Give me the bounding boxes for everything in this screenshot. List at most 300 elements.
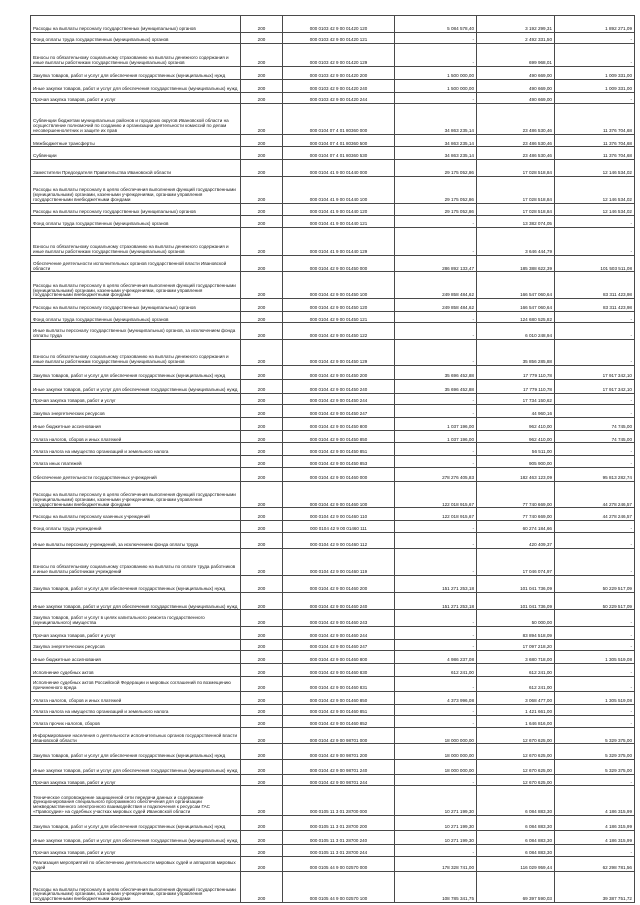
table-row [31, 627, 635, 640]
budget-classification-code-cell: 000 0104 42 9 00 01460 850 [283, 692, 395, 705]
executed-amount-cell: 116 029 959,44 [477, 856, 555, 871]
executed-amount-cell: 17 028 518,84 [477, 203, 555, 216]
expense-name-cell: Техническое сопровождение защищенной сети передачи данных и содержание функционирования специального программного обеспечения для организации межведомственного электронного взаимодействия и подключения к ресурсам ГАС «Правосудие» на судебных участках мировых судей Ивановской области [31, 786, 241, 815]
approved-amount-cell: - [395, 549, 477, 576]
line-code-cell: 200 [241, 134, 283, 147]
line-code-cell: 200 [241, 676, 283, 691]
expense-name-cell: Обеспечение деятельности государственных учреждений [31, 467, 241, 481]
table-row [31, 521, 635, 532]
expense-name-cell: Фонд оплаты труда государственных (муниципальных) органов [31, 32, 241, 43]
executed-amount-cell: 6 084 883,30 [477, 815, 555, 830]
unexecuted-amount-cell: - [555, 340, 635, 366]
expense-name-cell: Прочая закупка товаров, работ и услуг [31, 627, 241, 640]
unexecuted-amount-cell: 44 278 246,57 [555, 508, 635, 521]
approved-amount-cell: - [395, 639, 477, 650]
expense-name-cell: Прочая закупка товаров, работ и услуг [31, 774, 241, 785]
unexecuted-amount-cell: - [555, 845, 635, 856]
table-row [31, 104, 635, 135]
budget-classification-code-cell: 000 0104 42 9 00 01460 240 [283, 592, 395, 610]
table-row [31, 692, 635, 705]
line-code-cell: 200 [241, 575, 283, 592]
unexecuted-amount-cell: - [555, 639, 635, 650]
expense-name-cell: Уплата иных платежей [31, 456, 241, 467]
expense-name-cell: Исполнение судебных актов [31, 663, 241, 676]
expense-name-cell: Взносы по обязательному социальному страхованию на выплаты денежного содержания и иные выплаты работникам государственных (муниципальных) органов [31, 227, 241, 255]
approved-amount-cell: - [395, 845, 477, 856]
table-row [31, 704, 635, 715]
approved-amount-cell: 178 328 741,00 [395, 856, 477, 871]
budget-classification-code-cell: 000 0104 41 9 00 01440 120 [283, 203, 395, 216]
line-code-cell: 200 [241, 67, 283, 80]
table-row [31, 759, 635, 774]
budget-classification-code-cell: 000 0104 42 9 00 01460 247 [283, 639, 395, 650]
table-row [31, 160, 635, 177]
executed-amount-cell: 6 084 883,30 [477, 831, 555, 845]
line-code-cell: 200 [241, 203, 283, 216]
budget-classification-code-cell: 000 0104 42 9 00 01450 000 [283, 255, 395, 272]
executed-amount-cell: 2 492 331,50 [477, 32, 555, 43]
unexecuted-amount-cell: 11 376 704,68 [555, 134, 635, 147]
expense-name-cell: Расходы на выплаты персоналу в целях обеспечения выполнения функций государственными (муниципальными) органами, казенными учреждениями, органами управления государственными внебюджетными фондами [31, 176, 241, 203]
line-code-cell: 200 [241, 216, 283, 227]
expense-name-cell: Прочая закупка товаров, работ и услуг [31, 845, 241, 856]
line-code-cell: 200 [241, 627, 283, 640]
table-row [31, 481, 635, 508]
executed-amount-cell: 12 670 625,00 [477, 744, 555, 759]
executed-amount-cell: 962 410,00 [477, 417, 555, 430]
expense-name-cell: Взносы по обязательному социальному страхованию на выплаты денежного содержания и иные выплаты работникам государственных (муниципальных) органов [31, 44, 241, 67]
table-row [31, 744, 635, 759]
executed-amount-cell: 17 779 110,78 [477, 379, 555, 393]
budget-classification-code-cell: 000 0104 41 9 00 01440 129 [283, 227, 395, 255]
unexecuted-amount-cell: 11 376 704,68 [555, 104, 635, 135]
line-code-cell: 200 [241, 592, 283, 610]
executed-amount-cell: 3 192 299,31 [477, 16, 555, 33]
line-code-cell: 200 [241, 272, 283, 299]
budget-classification-code-cell: 000 0104 07 4 01 80360 530 [283, 147, 395, 160]
unexecuted-amount-cell: 83 311 423,98 [555, 299, 635, 312]
line-code-cell: 200 [241, 32, 283, 43]
approved-amount-cell: - [395, 227, 477, 255]
budget-classification-code-cell: 000 0105 11 3 01 28700 200 [283, 815, 395, 830]
approved-amount-cell: - [395, 405, 477, 418]
budget-classification-code-cell: 000 0104 42 9 00 98701 244 [283, 774, 395, 785]
line-code-cell: 200 [241, 651, 283, 664]
expense-name-cell: Расходы на выплаты персоналу казенных учреждений [31, 508, 241, 521]
unexecuted-amount-cell: - [555, 663, 635, 676]
expense-name-cell: Закупка товаров, работ и услуг для обеспечения государственных (муниципальных) нужд [31, 815, 241, 830]
line-code-cell: 200 [241, 845, 283, 856]
executed-amount-cell: 962 410,00 [477, 430, 555, 443]
budget-classification-code-cell: 000 0104 42 9 00 01450 247 [283, 405, 395, 418]
approved-amount-cell: 1 500 000,00 [395, 67, 477, 80]
line-code-cell: 200 [241, 456, 283, 467]
executed-amount-cell: 1 421 661,00 [477, 704, 555, 715]
budget-classification-code-cell: 000 0104 41 9 00 01440 000 [283, 160, 395, 177]
table-row [31, 871, 635, 902]
expense-name-cell: Иные закупки товаров, работ и услуг для обеспечения государственных (муниципальных) нужд [31, 79, 241, 92]
expense-name-cell: Иные закупки товаров, работ и услуг для обеспечения государственных (муниципальных) нужд [31, 379, 241, 393]
budget-classification-code-cell: 000 0104 42 9 00 01450 240 [283, 379, 395, 393]
unexecuted-amount-cell: - [555, 716, 635, 727]
table-row [31, 774, 635, 785]
table-row [31, 663, 635, 676]
executed-amount-cell: 17 097 218,20 [477, 639, 555, 650]
executed-amount-cell: 23 486 530,46 [477, 147, 555, 160]
line-code-cell: 200 [241, 16, 283, 33]
unexecuted-amount-cell: - [555, 216, 635, 227]
budget-classification-code-cell: 000 0104 42 9 00 01460 000 [283, 467, 395, 481]
approved-amount-cell: - [395, 610, 477, 627]
expense-name-cell: Закупка энергетических ресурсов [31, 405, 241, 418]
executed-amount-cell: 6 084 883,30 [477, 786, 555, 815]
executed-amount-cell: 3 646 444,79 [477, 227, 555, 255]
line-code-cell: 200 [241, 663, 283, 676]
line-code-cell: 200 [241, 147, 283, 160]
budget-classification-code-cell: 000 0104 07 4 01 80360 500 [283, 134, 395, 147]
approved-amount-cell: 122 018 915,67 [395, 508, 477, 521]
budget-classification-code-cell: 000 0104 42 9 00 01460 830 [283, 663, 395, 676]
approved-amount-cell: 1 500 000,00 [395, 79, 477, 92]
executed-amount-cell: 17 779 110,78 [477, 365, 555, 379]
executed-amount-cell: 124 680 525,82 [477, 311, 555, 322]
budget-classification-code-cell: 000 0105 11 3 01 28700 244 [283, 845, 395, 856]
expense-name-cell: Расходы на выплаты персоналу государственных (муниципальных) органов [31, 16, 241, 33]
executed-amount-cell: 12 670 625,00 [477, 759, 555, 774]
approved-amount-cell: 4 986 237,08 [395, 651, 477, 664]
line-code-cell: 200 [241, 430, 283, 443]
budget-classification-code-cell: 000 0103 42 9 00 01420 129 [283, 44, 395, 67]
table-row [31, 443, 635, 456]
expense-name-cell: Взносы по обязательному социальному страхованию на выплаты по оплате труда работников и иные выплаты работникам учреждений [31, 549, 241, 576]
executed-amount-cell: 60 274 184,66 [477, 521, 555, 532]
executed-amount-cell: 13 382 074,05 [477, 216, 555, 227]
approved-amount-cell: 10 271 199,30 [395, 831, 477, 845]
approved-amount-cell: 29 175 052,86 [395, 176, 477, 203]
executed-amount-cell: 77 740 669,00 [477, 508, 555, 521]
approved-amount-cell: 1 037 196,00 [395, 430, 477, 443]
line-code-cell: 200 [241, 176, 283, 203]
budget-classification-code-cell: 000 0104 42 9 00 01460 110 [283, 508, 395, 521]
unexecuted-amount-cell: 95 813 282,74 [555, 467, 635, 481]
expense-name-cell: Уплата налогов, сборов и иных платежей [31, 430, 241, 443]
executed-amount-cell: 490 669,00 [477, 92, 555, 103]
table-row [31, 67, 635, 80]
unexecuted-amount-cell: 5 329 375,00 [555, 727, 635, 744]
table-row [31, 134, 635, 147]
expense-name-cell: Закупка энергетических ресурсов [31, 639, 241, 650]
expense-name-cell: Субвенции бюджетам муниципальных районов и городских округов Ивановской области на осуществление полномочий по созданию и организации деятельности комиссий по делам несовершеннолетних и защите их прав [31, 104, 241, 135]
table-row [31, 92, 635, 103]
unexecuted-amount-cell: 83 311 423,98 [555, 272, 635, 299]
approved-amount-cell: 18 000 000,00 [395, 744, 477, 759]
unexecuted-amount-cell: - [555, 610, 635, 627]
approved-amount-cell: 108 785 341,75 [395, 871, 477, 902]
executed-amount-cell: 101 041 736,09 [477, 592, 555, 610]
unexecuted-amount-cell: 50 229 517,09 [555, 592, 635, 610]
budget-classification-code-cell: 000 0104 42 9 00 98701 200 [283, 744, 395, 759]
budget-classification-code-cell: 000 0104 42 9 00 01460 244 [283, 627, 395, 640]
unexecuted-amount-cell: - [555, 456, 635, 467]
budget-classification-code-cell: 000 0103 42 9 00 01420 244 [283, 92, 395, 103]
executed-amount-cell: 420 409,37 [477, 532, 555, 549]
unexecuted-amount-cell: 101 503 511,08 [555, 255, 635, 272]
table-row [31, 417, 635, 430]
executed-amount-cell: 17 028 518,84 [477, 160, 555, 177]
executed-amount-cell: 3 680 718,00 [477, 651, 555, 664]
unexecuted-amount-cell: - [555, 549, 635, 576]
executed-amount-cell: 83 894 518,09 [477, 627, 555, 640]
table-row [31, 340, 635, 366]
executed-amount-cell: 23 486 530,46 [477, 104, 555, 135]
approved-amount-cell: 29 175 052,86 [395, 160, 477, 177]
line-code-cell: 200 [241, 831, 283, 845]
approved-amount-cell: - [395, 216, 477, 227]
table-row [31, 147, 635, 160]
line-code-cell: 200 [241, 365, 283, 379]
executed-amount-cell: 185 388 622,39 [477, 255, 555, 272]
unexecuted-amount-cell: - [555, 311, 635, 322]
table-row [31, 575, 635, 592]
approved-amount-cell: 10 271 199,30 [395, 815, 477, 830]
budget-classification-code-cell: 000 0104 42 9 00 01460 243 [283, 610, 395, 627]
line-code-cell: 200 [241, 393, 283, 404]
line-code-cell: 200 [241, 379, 283, 393]
approved-amount-cell: 4 373 996,08 [395, 692, 477, 705]
line-code-cell: 200 [241, 871, 283, 902]
line-code-cell: 200 [241, 443, 283, 456]
expense-name-cell: Закупка товаров, работ и услуг для обеспечения государственных (муниципальных) нужд [31, 575, 241, 592]
unexecuted-amount-cell: 12 146 534,02 [555, 176, 635, 203]
line-code-cell: 200 [241, 481, 283, 508]
line-code-cell: 200 [241, 786, 283, 815]
expense-name-cell: Реализация мероприятий по обеспечению деятельности мировых судей и аппаратов мировых судей [31, 856, 241, 871]
approved-amount-cell: 34 863 235,14 [395, 104, 477, 135]
executed-amount-cell: 1 646 816,00 [477, 716, 555, 727]
executed-amount-cell: 166 547 060,64 [477, 272, 555, 299]
unexecuted-amount-cell: 39 387 751,72 [555, 871, 635, 902]
expense-name-cell: Прочая закупка товаров, работ и услуг [31, 92, 241, 103]
approved-amount-cell: - [395, 456, 477, 467]
unexecuted-amount-cell: 5 329 375,00 [555, 744, 635, 759]
budget-classification-code-cell: 000 0104 42 9 00 01450 851 [283, 443, 395, 456]
approved-amount-cell: - [395, 443, 477, 456]
expense-name-cell: Фонд оплаты труда государственных (муниципальных) органов [31, 216, 241, 227]
budget-classification-code-cell: 000 0104 42 9 00 01450 244 [283, 393, 395, 404]
expense-name-cell: Исполнение судебных актов Российской Федерации и мировых соглашений по возмещению причиненного вреда [31, 676, 241, 691]
table-row [31, 176, 635, 203]
budget-classification-code-cell: 000 0104 42 9 00 01460 200 [283, 575, 395, 592]
expense-name-cell: Уплата прочих налогов, сборов [31, 716, 241, 727]
expense-name-cell: Закупка товаров, работ и услуг для обеспечения государственных (муниципальных) нужд [31, 67, 241, 80]
table-row [31, 456, 635, 467]
executed-amount-cell: 490 669,00 [477, 67, 555, 80]
expense-name-cell: Прочая закупка товаров, работ и услуг [31, 393, 241, 404]
table-row [31, 786, 635, 815]
line-code-cell: 200 [241, 311, 283, 322]
approved-amount-cell: 612 241,00 [395, 663, 477, 676]
expense-name-cell: Обеспечение деятельности исполнительных органов государственной власти Ивановской области [31, 255, 241, 272]
approved-amount-cell: 122 018 915,67 [395, 481, 477, 508]
budget-classification-code-cell: 000 0105 44 9 00 02570 100 [283, 871, 395, 902]
budget-classification-code-cell: 000 0104 42 9 00 01450 800 [283, 417, 395, 430]
table-row [31, 311, 635, 322]
budget-classification-code-cell: 000 0104 41 9 00 01440 121 [283, 216, 395, 227]
expense-name-cell: Уплата налога на имущество организаций и земельного налога [31, 704, 241, 715]
line-code-cell: 200 [241, 815, 283, 830]
table-row [31, 676, 635, 691]
approved-amount-cell: 34 863 235,14 [395, 134, 477, 147]
unexecuted-amount-cell: - [555, 92, 635, 103]
approved-amount-cell: - [395, 676, 477, 691]
approved-amount-cell: - [395, 532, 477, 549]
budget-classification-code-cell: 000 0103 42 9 00 01420 120 [283, 16, 395, 33]
executed-amount-cell: 12 670 625,00 [477, 774, 555, 785]
executed-amount-cell: 905 900,00 [477, 456, 555, 467]
unexecuted-amount-cell: - [555, 627, 635, 640]
approved-amount-cell: 278 276 405,83 [395, 467, 477, 481]
table-body [31, 16, 635, 903]
unexecuted-amount-cell: 50 229 517,09 [555, 575, 635, 592]
approved-amount-cell: - [395, 92, 477, 103]
executed-amount-cell: 6 010 248,94 [477, 323, 555, 340]
unexecuted-amount-cell: 4 186 315,99 [555, 831, 635, 845]
executed-amount-cell: 56 511,00 [477, 443, 555, 456]
approved-amount-cell: 151 271 253,18 [395, 592, 477, 610]
expense-name-cell: Взносы по обязательному социальному страхованию на выплаты денежного содержания и иные выплаты работникам государственных (муниципальных) органов [31, 340, 241, 366]
budget-classification-code-cell: 000 0104 42 9 00 01460 851 [283, 704, 395, 715]
line-code-cell: 200 [241, 692, 283, 705]
unexecuted-amount-cell: 12 146 534,02 [555, 160, 635, 177]
unexecuted-amount-cell: 17 917 342,10 [555, 365, 635, 379]
approved-amount-cell: - [395, 704, 477, 715]
budget-classification-code-cell: 000 0104 42 9 00 01450 129 [283, 340, 395, 366]
budget-classification-code-cell: 000 0105 11 3 01 28700 000 [283, 786, 395, 815]
approved-amount-cell: 18 000 000,00 [395, 759, 477, 774]
unexecuted-amount-cell: 1 305 519,08 [555, 692, 635, 705]
expense-name-cell: Уплата налогов, сборов и иных платежей [31, 692, 241, 705]
executed-amount-cell: 490 669,00 [477, 79, 555, 92]
line-code-cell: 200 [241, 323, 283, 340]
line-code-cell: 200 [241, 160, 283, 177]
unexecuted-amount-cell: - [555, 521, 635, 532]
line-code-cell: 200 [241, 44, 283, 67]
table-row [31, 651, 635, 664]
budget-classification-code-cell: 000 0104 42 9 00 01460 111 [283, 521, 395, 532]
budget-classification-code-cell: 000 0105 11 3 01 28700 240 [283, 831, 395, 845]
expense-name-cell: Иные закупки товаров, работ и услуг для обеспечения государственных (муниципальных) нужд [31, 592, 241, 610]
unexecuted-amount-cell: 1 305 519,08 [555, 651, 635, 664]
expense-name-cell: Расходы на выплаты персоналу в целях обеспечения выполнения функций государственными (муниципальными) органами, казенными учреждениями, органами управления государственными внебюджетными фондами [31, 871, 241, 902]
line-code-cell: 200 [241, 92, 283, 103]
expense-name-cell: Заместители Председателя Правительства Ивановской области [31, 160, 241, 177]
expense-name-cell: Закупка товаров, работ и услуг для обеспечения государственных (муниципальных) нужд [31, 365, 241, 379]
table-row [31, 272, 635, 299]
executed-amount-cell: 17 028 518,84 [477, 176, 555, 203]
table-row [31, 610, 635, 627]
line-code-cell: 200 [241, 532, 283, 549]
table-row [31, 592, 635, 610]
executed-amount-cell: 612 241,00 [477, 676, 555, 691]
unexecuted-amount-cell: - [555, 443, 635, 456]
executed-amount-cell: 182 463 123,09 [477, 467, 555, 481]
budget-classification-code-cell: 000 0104 07 4 01 80360 000 [283, 104, 395, 135]
unexecuted-amount-cell: 17 917 342,10 [555, 379, 635, 393]
budget-classification-code-cell: 000 0104 42 9 00 01460 800 [283, 651, 395, 664]
unexecuted-amount-cell: - [555, 32, 635, 43]
budget-classification-code-cell: 000 0103 42 9 00 01420 121 [283, 32, 395, 43]
executed-amount-cell: 101 041 736,09 [477, 575, 555, 592]
budget-classification-code-cell: 000 0104 42 9 00 01450 850 [283, 430, 395, 443]
table-row [31, 255, 635, 272]
unexecuted-amount-cell: 12 146 534,02 [555, 203, 635, 216]
executed-amount-cell: 12 670 625,00 [477, 727, 555, 744]
line-code-cell: 200 [241, 340, 283, 366]
table-row [31, 393, 635, 404]
executed-amount-cell: 69 397 590,03 [477, 871, 555, 902]
budget-classification-code-cell: 000 0104 42 9 00 98701 000 [283, 727, 395, 744]
expense-name-cell: Расходы на выплаты персоналу государственных (муниципальных) органов [31, 203, 241, 216]
unexecuted-amount-cell: 62 298 781,56 [555, 856, 635, 871]
expense-name-cell: Информирование населения о деятельности исполнительных органов государственной власти Ивановской области [31, 727, 241, 744]
approved-amount-cell: 249 858 484,62 [395, 299, 477, 312]
executed-amount-cell: 612 241,00 [477, 663, 555, 676]
line-code-cell: 200 [241, 405, 283, 418]
budget-classification-code-cell: 000 0104 42 9 00 01460 852 [283, 716, 395, 727]
unexecuted-amount-cell: - [555, 532, 635, 549]
executed-amount-cell: 44 960,16 [477, 405, 555, 418]
table-row [31, 815, 635, 830]
approved-amount-cell: - [395, 32, 477, 43]
unexecuted-amount-cell: - [555, 227, 635, 255]
line-code-cell: 200 [241, 467, 283, 481]
line-code-cell: 200 [241, 716, 283, 727]
executed-amount-cell: 50 000,00 [477, 610, 555, 627]
budget-classification-code-cell: 000 0104 42 9 00 01450 121 [283, 311, 395, 322]
expense-name-cell: Межбюджетные трансферты [31, 134, 241, 147]
table-row [31, 32, 635, 43]
approved-amount-cell: - [395, 393, 477, 404]
line-code-cell: 200 [241, 639, 283, 650]
line-code-cell: 200 [241, 417, 283, 430]
line-code-cell: 200 [241, 549, 283, 576]
approved-amount-cell: 29 175 052,86 [395, 203, 477, 216]
table-row [31, 379, 635, 393]
expense-name-cell: Иные закупки товаров, работ и услуг для обеспечения государственных (муниципальных) нужд [31, 831, 241, 845]
executed-amount-cell: 77 740 669,00 [477, 481, 555, 508]
unexecuted-amount-cell: - [555, 405, 635, 418]
executed-amount-cell: 23 486 530,46 [477, 134, 555, 147]
approved-amount-cell: 151 271 253,18 [395, 575, 477, 592]
executed-amount-cell: 17 046 074,97 [477, 549, 555, 576]
approved-amount-cell: - [395, 521, 477, 532]
table-row [31, 532, 635, 549]
table-row [31, 716, 635, 727]
expense-name-cell: Иные выплаты персоналу учреждений, за исключением фонда оплаты труда [31, 532, 241, 549]
line-code-cell: 200 [241, 759, 283, 774]
table-row [31, 639, 635, 650]
budget-classification-code-cell: 000 0104 42 9 00 01450 100 [283, 272, 395, 299]
unexecuted-amount-cell: 4 186 315,99 [555, 815, 635, 830]
table-row [31, 323, 635, 340]
unexecuted-amount-cell: 74 745,00 [555, 430, 635, 443]
expenditure-table [30, 15, 635, 903]
approved-amount-cell: - [395, 627, 477, 640]
line-code-cell: 200 [241, 727, 283, 744]
unexecuted-amount-cell: - [555, 704, 635, 715]
budget-classification-code-cell: 000 0103 42 9 00 01420 200 [283, 67, 395, 80]
unexecuted-amount-cell: 11 376 704,68 [555, 147, 635, 160]
